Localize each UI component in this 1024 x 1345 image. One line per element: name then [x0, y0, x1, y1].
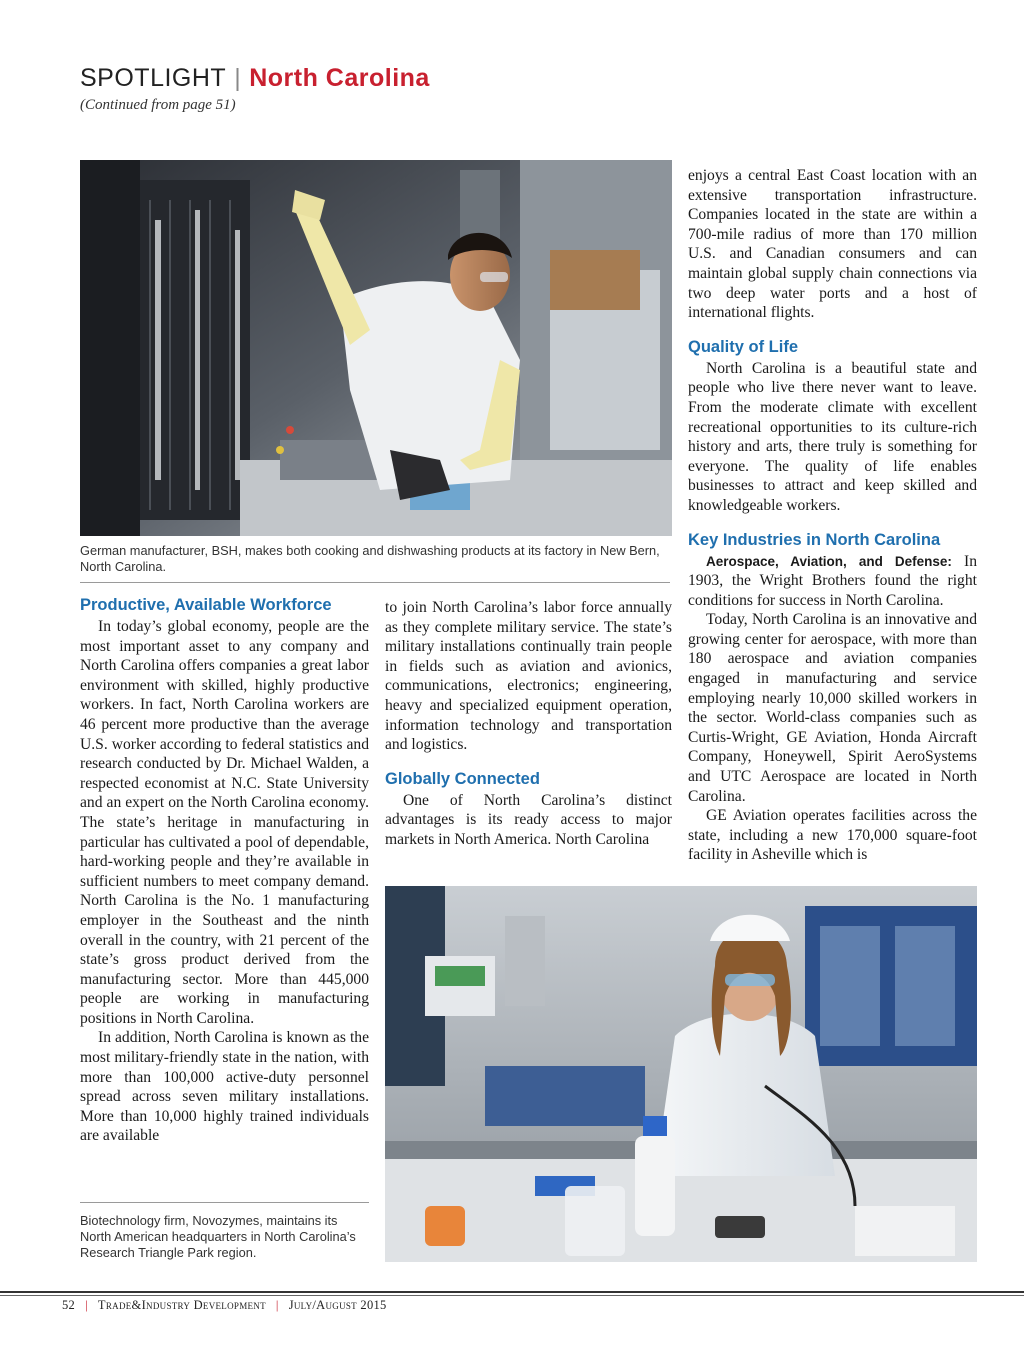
- col2-paragraph-1: to join North Carolina’s labor force annually as they complete military service. The state’s military installations continually train people in fields such as aviation and avionics, communications, electronics; engineering, heavy and specialized equipment operation, information technology and transportation and logistics.: [385, 599, 672, 754]
- col3-paragraph-2: North Carolina is a beautiful state and people who live there never want to leave. From the moderate climate with excellent recreational opportunities to its culture-rich history and arts, there truly is something for everyone. The quality of life enables businesses to attract and keep skilled and knowledgeable workers.: [688, 359, 977, 514]
- lab-photo-caption: Biotechnology firm, Novozymes, maintains its North American headquarters in North Carolina’s Research Triangle Park region.: [80, 1213, 356, 1260]
- runin-aerospace: Aerospace, Aviation, and Defense:: [706, 553, 952, 569]
- col3-paragraph-3: In 1903, the Wright Brothers found the right conditions for success in North Carolina.: [688, 552, 978, 609]
- state-title: North Carolina: [249, 64, 430, 92]
- factory-photo: [80, 160, 672, 536]
- column-3: [688, 166, 977, 865]
- factory-photo-caption: German manufacturer, BSH, makes both cooking and dishwashing products at its factory in New Bern, North Carolina.: [80, 543, 660, 574]
- footer-sep-1: |: [85, 1298, 88, 1312]
- heading-globally-connected: Globally Connected: [385, 769, 540, 788]
- section-label: SPOTLIGHT: [80, 64, 227, 92]
- page-number: 52: [62, 1298, 76, 1312]
- lab-caption-rule: [80, 1202, 369, 1203]
- page-header: [80, 64, 430, 93]
- header-divider: |: [234, 64, 242, 92]
- column-1: [80, 595, 369, 1146]
- caption-rule: [80, 582, 670, 583]
- lab-photo: [385, 886, 977, 1262]
- column-2: [385, 598, 672, 850]
- col2-paragraph-2: One of North Carolina’s distinct advantages is its ready access to major markets in North America. North Carolina: [385, 791, 672, 848]
- footer-sep-2: |: [275, 1298, 279, 1312]
- col1-paragraph-1: In today’s global economy, people are the most important asset to any company and North Carolina offers companies a great labor environment with skilled, highly productive workers. In fact, North Carolina workers are 46 percent more productive than the average U.S. worker according to federal statistics and research conducted by Dr. Michael Walden, a respected economist at N.C. State University and an expert on the North Carolina economy. The state’s heritage in manufacturing in particular has cultivated a pool of dependable, hard-working people and they’re available in sufficient numbers to meet company demand. North Carolina is the No. 1 manufacturing employer in the Southeast and the ninth overall in the country, with 21 percent of the state’s gross product derived from the manufacturing sector. More than 445,000 people are working in manufacturing positions in North Carolina.: [80, 618, 369, 1027]
- col3-paragraph-1: enjoys a central East Coast location with an extensive transportation infrastructure. Companies located in the state are within a 700-mile radius of more than 170 million U.S. and Canadian consumers and can maintain global supply chain connections via two deep water ports and a host of international flights.: [688, 167, 977, 322]
- page-footer: [62, 1298, 387, 1313]
- heading-key-industries: Key Industries in North Carolina: [688, 530, 941, 549]
- magazine-name: Trade&Industry Development: [97, 1298, 266, 1312]
- col1-paragraph-2: In addition, North Carolina is known as the most military-friendly state in the nation, with more than 100,000 active-duty personnel spread across seven military installations. More than 10,000 highly trained individuals are available: [80, 1029, 369, 1145]
- heading-quality-of-life: Quality of Life: [688, 337, 799, 356]
- footer-rule-thin: [0, 1295, 1024, 1296]
- continued-note: (Continued from page 51): [80, 97, 236, 113]
- footer-rule-thick: [0, 1291, 1024, 1293]
- col3-paragraph-5: GE Aviation operates facilities across the state, including a new 170,000 square-foot facility in Asheville which is: [688, 807, 977, 864]
- issue-date: July/August 2015: [288, 1298, 387, 1312]
- col3-paragraph-4: Today, North Carolina is an innovative and growing center for aerospace, with more than 180 aerospace and aviation companies engaged in manufacturing and service employing nearly 10,000 skilled workers in the sector. World-class companies such as Curtis-Wright, GE Aviation, Honda Aircraft Company, Honeywell, Spirit AeroSystems and UTC Aerospace are located in North Carolina.: [688, 611, 977, 805]
- heading-workforce: Productive, Available Workforce: [80, 596, 332, 614]
